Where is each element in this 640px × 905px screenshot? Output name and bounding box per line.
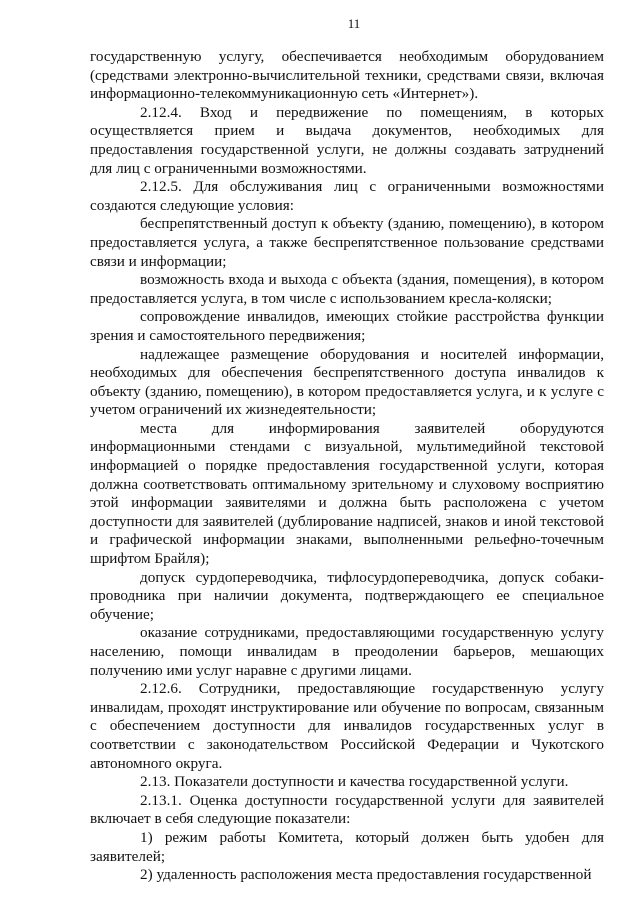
paragraph: беспрепятственный доступ к объекту (зданию, помещению), в котором предоставляется услуга, а также беспрепятственное пользование средствами связи и информации; — [90, 215, 604, 270]
page-number: 11 — [347, 16, 361, 31]
paragraph: надлежащее размещение оборудования и носителей информации, необходимых для обеспечения беспрепятственного доступа инвалидов к объекту (зданию, помещению), в котором предоставляется услуга, и к услуге с учетом ограничений их жизнедеятельности; — [90, 345, 604, 419]
paragraph: 2) удаленность расположения места предоставления государственной — [140, 866, 592, 884]
paragraph: оказание сотрудниками, предоставляющими государственную услугу населению, помощи инвалидам в преодолении барьеров, мешающих получению ими услуг наравне с другими лицами. — [90, 624, 604, 679]
paragraph: 2.13. Показатели доступности и качества государственной услуги. — [140, 773, 569, 791]
paragraph: 2.12.5. Для обслуживания лиц с ограниченными возможностями создаются следующие условия: — [90, 178, 604, 214]
paragraph: возможность входа и выхода с объекта (здания, помещения), в котором предоставляется услуга, в том числе с использованием кресла-коляски; — [90, 271, 604, 307]
paragraph: допуск сурдопереводчика, тифлосурдопереводчика, допуск собаки-проводника при наличии документа, подтверждающего ее специальное обучение; — [90, 568, 604, 623]
paragraph: сопровождение инвалидов, имеющих стойкие расстройства функции зрения и самостоятельного передвижения; — [90, 308, 604, 344]
paragraph: 2.12.6. Сотрудники, предоставляющие государственную услугу инвалидам, проходят инструктирование или обучение по вопросам, связанным с обеспечением доступности для инвалидов государственных услуг в соответствии с законодательством Российской Федерации и Чукотского автономного округа. — [90, 680, 604, 772]
paragraph: 2.12.4. Вход и передвижение по помещениям, в которых осуществляется прием и выдача документов, необходимых для предоставления государственной услуги, не должны создавать затруднений для лиц с ограниченными возможностями. — [90, 103, 604, 177]
paragraph: государственную услугу, обеспечивается необходимым оборудованием (средствами электронно-вычислительной техники, средствами связи, включая информационно-телекоммуникационную сеть «Интернет»). — [90, 48, 604, 103]
paragraph: места для информирования заявителей оборудуются информационными стендами с визуальной, мультимедийной текстовой информацией о порядке предоставления государственной услуги, которая должна соответствовать оптимальному зрительному и слуховому восприятию этой информации заявителями и должна быть расположена с учетом доступности для заявителей (дублирование надписей, знаков и иной текстовой и графической информации знаками, выполненными рельефно-точечным шрифтом Брайля); — [90, 419, 604, 568]
paragraph: 2.13.1. Оценка доступности государственной услуги для заявителей включает в себя следующие показатели: — [90, 791, 604, 828]
paragraph: 1) режим работы Комитета, который должен быть удобен для заявителей; — [90, 828, 604, 865]
document-body — [90, 48, 604, 885]
